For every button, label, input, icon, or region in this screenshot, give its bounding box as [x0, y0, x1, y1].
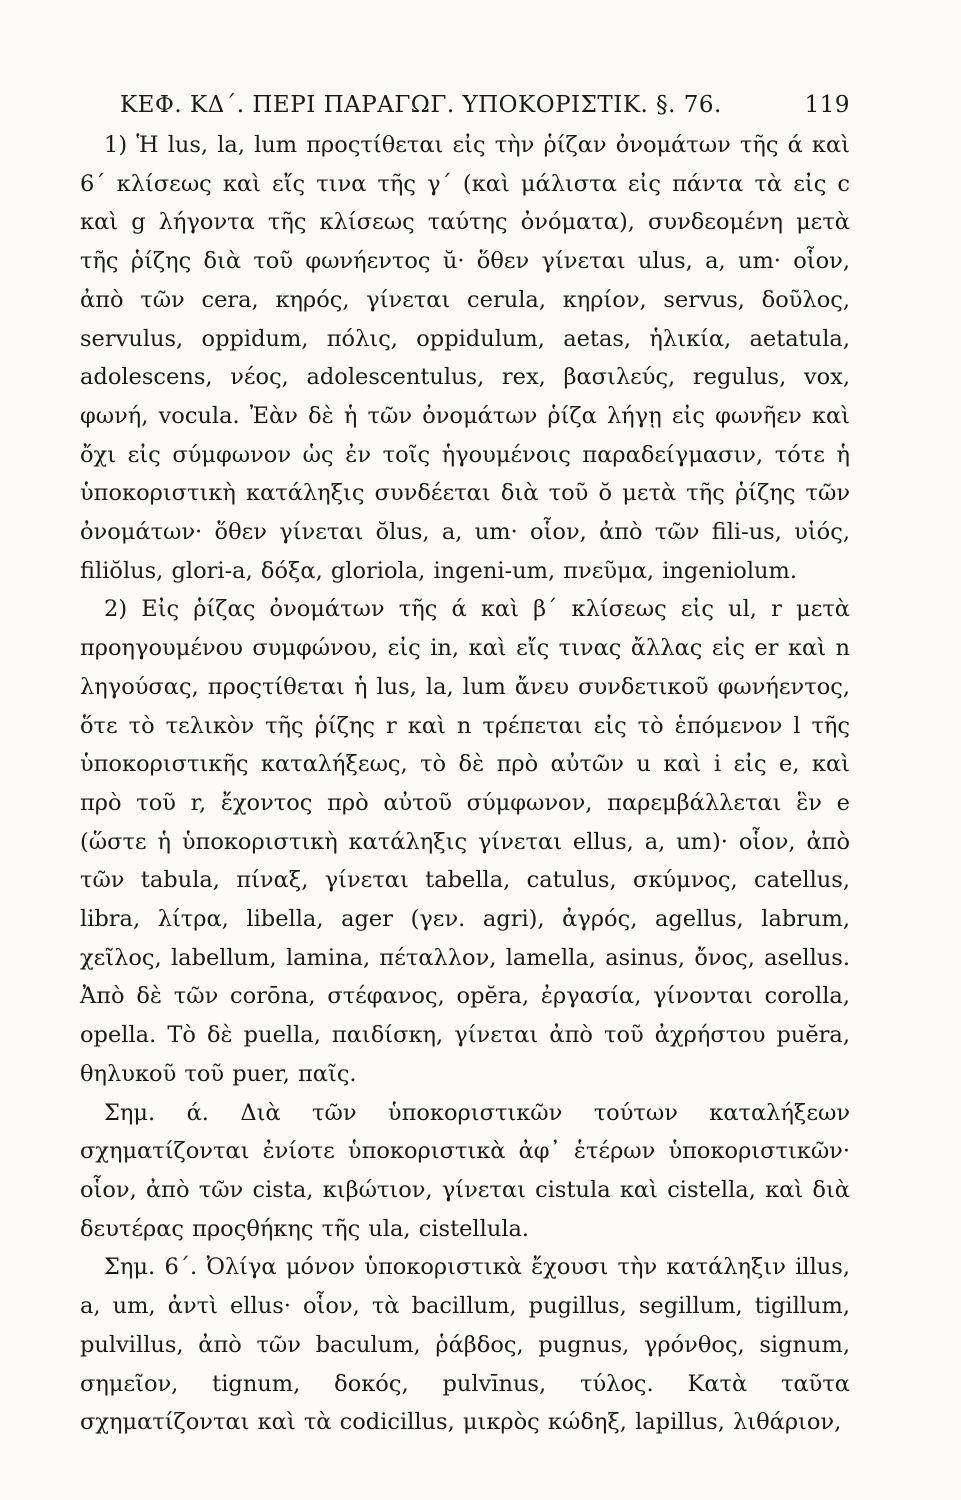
paragraph-2: 2) Εἰς ῥίζας ὀνομάτων τῆς ά καὶ β΄ κλίσεως εἰς ul, r μετὰ προηγουμένου συμφώνου, εἰς in, καὶ εἴς τινας ἄλλας εἰς er καὶ n ληγούσας, προςτίθεται ἡ lus, la, lum ἄνευ συνδετικοῦ φωνήεντος, ὅτε τὸ τελικὸν τῆς ῥίζης r καὶ n τρέπεται εἰς τὸ ἑπόμενον l τῆς ὑποκοριστικῆς καταλήξεως, τὸ δὲ πρὸ αὐτῶν u καὶ i εἰς e, καὶ πρὸ τοῦ r, ἔχοντος πρὸ αὐτοῦ σύμφωνον, παρεμβάλλεται ἓν e (ὥστε ἡ ὑποκοριστικὴ κατάληξις γίνεται ellus, a, um)· οἷον, ἀπὸ τῶν tabula, πίναξ, γίνεται tabella, catulus, σκύμνος, catellus, libra, λίτρα, libella, ager (γεν. agri), ἀγρός, agellus, labrum, χεῖλος, labellum, lamina, πέταλλον, lamella, asinus, ὄνος, asellus. Ἀπὸ δὲ τῶν corōna, στέφανος, opĕra, ἐργασία, γίνονται corolla, opella. Τὸ δὲ puella, παιδίσκη, γίνεται ἀπὸ τοῦ ἀχρήστου puĕra, θηλυκοῦ τοῦ puer, παῖς. — [80, 596, 850, 1087]
book-page — [80, 92, 850, 1442]
running-head — [80, 92, 850, 118]
paragraph-1: 1) Ἡ lus, la, lum προςτίθεται εἰς τὴν ῥίζαν ὀνομάτων τῆς ά καὶ 6΄ κλίσεως καὶ εἴς τινα τῆς γ΄ (καὶ μάλιστα εἰς πάντα τὰ εἰς c καὶ g λήγοντα τῆς κλίσεως ταύτης ὀνόματα), συνδεομένη μετὰ τῆς ῥίζης διὰ τοῦ φωνήεντος ŭ· ὅθεν γίνεται ulus, a, um· οἷον, ἀπὸ τῶν cera, κηρός, γίνεται cerula, κηρίον, servus, δοῦλος, servulus, oppidum, πόλις, oppidulum, aetas, ἡλικία, aetatula, adolescens, νέος, adolescentulus, rex, βασιλεύς, regulus, vox, φωνή, vocula. Ἐὰν δὲ ἡ τῶν ὀνομάτων ῥίζα λήγῃ εἰς φωνῆεν καὶ ὄχι εἰς σύμφωνον ὡς ἐν τοῖς ἡγουμένοις παραδείγμασιν, τότε ἡ ὑποκοριστικὴ κατάληξις συνδέεται διὰ τοῦ ŏ μετὰ τῆς ῥίζης τῶν ὀνομάτων· ὅθεν γίνεται ŏlus, a, um· οἷον, ἀπὸ τῶν fili-us, υἱός, filiŏlus, glori-a, δόξα, gloriola, ingeni-um, πνεῦμα, ingeniolum. — [80, 132, 850, 584]
note-alpha: Σημ. ά. Διὰ τῶν ὑποκοριστικῶν τούτων καταλήξεων σχηματίζονται ἐνίοτε ὑποκοριστικὰ ἀφ᾽ ἑτέρων ὑποκοριστικῶν· οἷον, ἀπὸ τῶν cista, κιβώτιον, γίνεται cistula καὶ cistella, καὶ διὰ δευτέρας προςθήκης τῆς ula, cistellula. — [80, 1099, 850, 1242]
note-beta: Σημ. 6΄. Ὀλίγα μόνον ὑποκοριστικὰ ἔχουσι τὴν κατάληξιν illus, a, um, ἀντὶ ellus· οἷον, τὰ bacillum, pugillus, segillum, tigillum, pulvillus, ἀπὸ τῶν baculum, ῥάβδος, pugnus, γρόνθος, signum, σημεῖον, tignum, δοκός, pulvīnus, τύλος. Κατὰ ταῦτα σχηματίζονται καὶ τὰ codicillus, μικρὸς κώδηξ, lapillus, λιθάριον, — [80, 1254, 850, 1436]
page-number: 119 — [804, 92, 850, 118]
chapter-header: ΚΕΦ. ΚΔ΄. ΠΕΡΙ ΠΑΡΑΓΩΓ. ΥΠΟΚΟΡΙΣΤΙΚ. §. 76. — [120, 92, 722, 118]
